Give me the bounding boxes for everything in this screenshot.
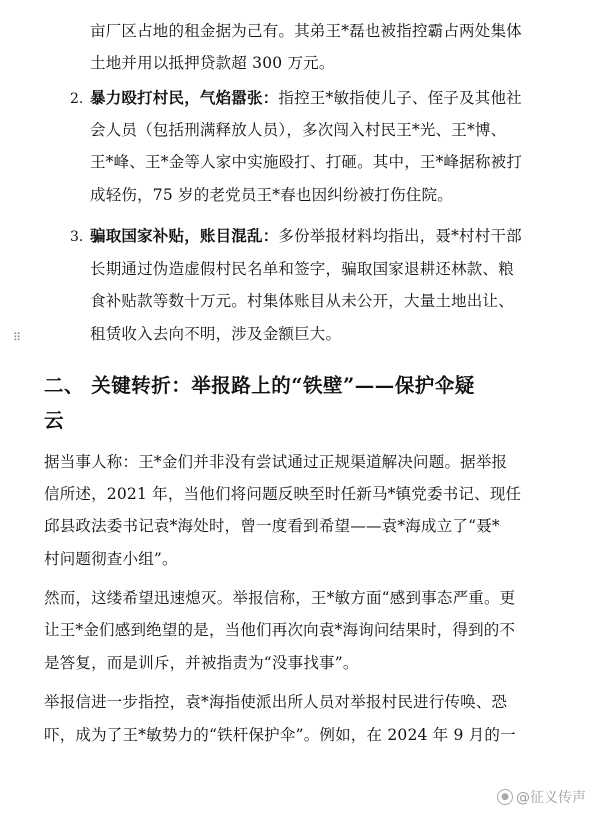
- item3-bold-title: 骗取国家补贴，账目混乱：: [90, 226, 279, 245]
- para3-line-1: 举报信进一步指控，袁*海指使派出所人员对举报村民进行传唤、恐: [44, 693, 508, 711]
- item2-line-1-text: 指控王*敏指使儿子、侄子及其他社: [278, 89, 522, 107]
- para2-line-1: 然而，这缕希望迅速熄灭。举报信称，王*敏方面“感到事态严重。更: [44, 589, 516, 607]
- item2-number: 2.: [70, 91, 84, 107]
- item3-line-3: 食补贴款等数十万元。村集体账目从未公开，大量土地出让、: [90, 292, 514, 310]
- item3-line-1-text: 多份举报材料均指出，聂*村村干部: [278, 227, 522, 245]
- para1-line-1: 据当事人称：王*金们并非没有尝试通过正规渠道解决问题。据举报: [44, 453, 508, 471]
- item2-line-3: 王*峰、王*金等人家中实施殴打、打砸。其中，王*峰据称被打: [90, 153, 523, 171]
- para1-line-2: 信所述，2021 年，当他们将问题反映至时任新马*镇党委书记、现任: [44, 485, 522, 503]
- item3-line-1: [90, 226, 522, 246]
- para1-line-3: 邱县政法委书记袁*海处时，曾一度看到希望——袁*海成立了“聂*: [44, 517, 500, 535]
- item2-line-4: 成轻伤，75 岁的老党员王*春也因纠纷被打伤住院。: [90, 186, 453, 204]
- item1-line-2: 土地并用以抵押贷款超 300 万元。: [90, 54, 335, 72]
- watermark-text: @征义传声: [516, 790, 586, 806]
- paw-icon: ●: [497, 789, 513, 805]
- para1-line-4: 村问题彻查小组”。: [44, 550, 178, 568]
- drag-handle-icon[interactable]: ⠿: [13, 331, 22, 344]
- watermark: [497, 787, 586, 807]
- item3-line-4: 租赁收入去向不明，涉及金额巨大。: [90, 325, 342, 343]
- para2-line-3: 是答复，而是训斥，并被指责为“没事找事”。: [44, 654, 359, 672]
- item1-line-1: 亩厂区占地的租金据为己有。其弟王*磊也被指控霸占两处集体: [90, 22, 522, 40]
- item2-bold-title: 暴力殴打村民，气焰嚣张：: [90, 88, 279, 107]
- item2-line-2: 会人员（包括刑满释放人员），多次闯入村民王*光、王*博、: [90, 121, 507, 139]
- para3-line-2: 吓，成为了王*敏势力的“铁杆保护伞”。例如，在 2024 年 9 月的一: [44, 726, 516, 744]
- para2-line-2: 让王*金们感到绝望的是，当他们再次向袁*海询问结果时，得到的不: [44, 621, 516, 639]
- section-heading-line-2: 云: [44, 409, 65, 432]
- section-heading-line-1: 二、 关键转折：举报路上的“铁壁”——保护伞疑: [44, 374, 475, 397]
- item3-line-2: 长期通过伪造虚假村民名单和签字，骗取国家退耕还林款、粮: [90, 260, 514, 278]
- item2-line-1: [90, 88, 522, 108]
- item3-number: 3.: [70, 229, 84, 245]
